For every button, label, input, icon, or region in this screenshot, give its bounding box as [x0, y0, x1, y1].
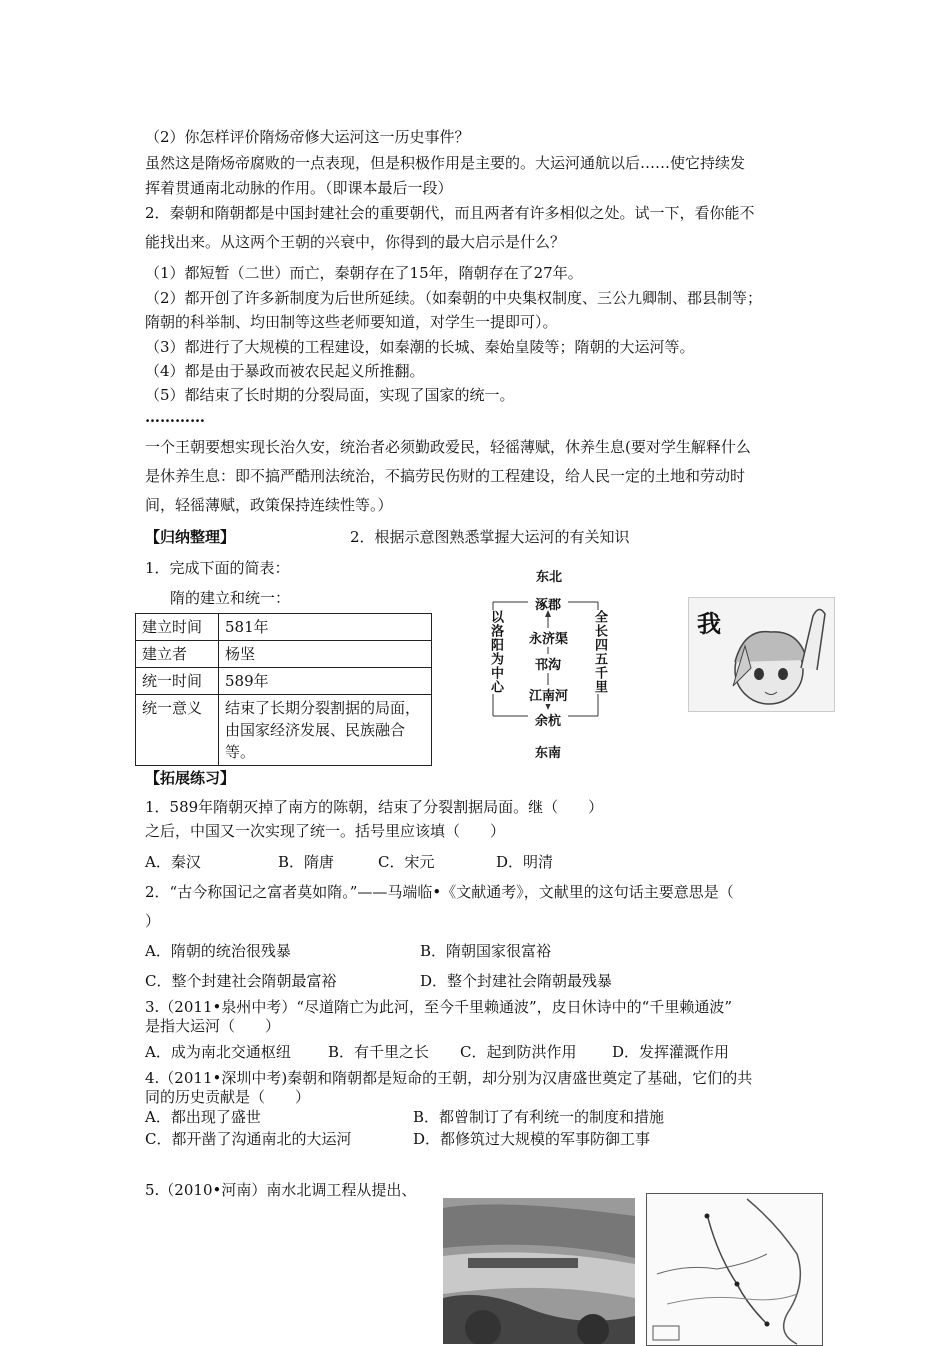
canal-diagram: [488, 560, 608, 760]
point-2-cont: 隋朝的科举制、均田制等这些老师要知道，对学生一提即可）。: [145, 313, 558, 331]
question-line: 能找出来。从这两个王朝的兴衰中，你得到的最大启示是什么？: [145, 233, 566, 251]
cartoon-label: 我: [697, 610, 721, 638]
option-b: B．都曾制订了有利统一的制度和措施: [413, 1108, 665, 1126]
option-a: A．隋朝的统治很残暴: [145, 942, 291, 960]
exercise-q1-cont: 之后，中国又一次实现了统一。括号里应该填（ ）: [145, 822, 506, 840]
diagram-yongji: 永济渠: [529, 628, 568, 647]
table-key: 统一意义: [136, 695, 219, 766]
option-c: C．起到防洪作用: [460, 1043, 577, 1061]
diagram-top: 东北: [536, 570, 563, 585]
dam-photo: [443, 1198, 635, 1344]
option-a: A．成为南北交通枢纽: [145, 1043, 291, 1061]
summary-item-2: 2．根据示意图熟悉掌握大运河的有关知识: [350, 528, 630, 546]
answer-line: 虽然这是隋炀帝腐败的一点表现，但是积极作用是主要的。大运河通航以后……使它持续发: [145, 154, 746, 172]
diagram-hangou: 邗沟: [535, 654, 561, 673]
table-row: [136, 695, 432, 766]
diagram-zhuojun: 涿郡: [535, 598, 562, 613]
table-value: 589年: [219, 668, 432, 695]
point-1: （1）都短暂（二世）而亡，秦朝存在了15年，隋朝存在了27年。: [145, 264, 583, 282]
table-value: 结束了长期分裂割据的局面，由国家经济发展、民族融合等。: [219, 695, 432, 766]
option-c: C．宋元: [378, 853, 435, 871]
exercise-q5: 5.（2010•河南）南水北调工程从提出、: [145, 1181, 417, 1199]
option-b: B．隋朝国家很富裕: [420, 942, 552, 960]
table-caption: 隋的建立和统一：: [170, 589, 291, 607]
table-value: 581年: [219, 614, 432, 641]
exercise-q4-cont: 同的历史贡献是（ ）: [145, 1088, 311, 1106]
exercise-heading: 【拓展练习】: [145, 769, 236, 787]
table-key: 统一时间: [136, 668, 219, 695]
option-b: B．隋唐: [278, 853, 335, 871]
exercise-q2-cont: ）: [145, 912, 161, 930]
exercise-q1: 1．589年隋朝灭掉了南方的陈朝，结束了分裂割据局面。继（ ）: [145, 798, 604, 816]
option-b: B．有千里之长: [328, 1043, 430, 1061]
diagram-left-label: 以洛阳为中心: [488, 610, 503, 694]
question-line: 2．秦朝和隋朝都是中国封建社会的重要朝代，而且两者有许多相似之处。试一下，看你能不: [145, 204, 755, 222]
summary-heading: 【归纳整理】: [145, 528, 236, 546]
option-c: C．都开凿了沟通南北的大运河: [145, 1130, 352, 1148]
option-a: A．秦汉: [145, 853, 201, 871]
table-row: [136, 668, 432, 695]
option-d: D．明清: [496, 853, 554, 871]
exercise-q3: 3.（2011•泉州中考）“尽道隋亡为此河，至今千里赖通波”，皮日休诗中的“千里赖通波”: [145, 998, 733, 1016]
summary-item-1: 1．完成下面的简表：: [145, 559, 290, 577]
cartoon-image: [688, 597, 835, 712]
route-map: [646, 1193, 823, 1346]
conclusion-line: 一个王朝要想实现长治久安，统治者必须勤政爱民，轻徭薄赋，休养生息(要对学生解释什么: [145, 438, 751, 456]
q2-text: （2）你怎样评价隋炀帝修大运河这一历史事件？: [145, 128, 470, 146]
ellipsis: …………: [145, 408, 205, 426]
option-d: D．发挥灌溉作用: [612, 1043, 730, 1061]
exercise-q4: 4.（2011•深圳中考)秦朝和隋朝都是短命的王朝，却分别为汉唐盛世奠定了基础，它们的共: [145, 1069, 753, 1087]
point-5: （5）都结束了长时期的分裂局面，实现了国家的统一。: [145, 386, 515, 404]
option-c: C．整个封建社会隋朝最富裕: [145, 972, 337, 990]
diagram-bottom: 东南: [535, 746, 562, 761]
diagram-jiangnan: 江南河: [529, 685, 568, 704]
dam-photo-drawing: [443, 1198, 635, 1344]
point-2: （2）都开创了许多新制度为后世所延续。（如秦朝的中央集权制度、三公九卿制、郡县制等；: [145, 289, 763, 307]
exercise-q2: 2．“古今称国记之富者莫如隋。”——马端临•《文献通考》，文献里的这句话主要意思是（: [145, 883, 734, 901]
option-a: A．都出现了盛世: [145, 1108, 261, 1126]
table-row: [136, 614, 432, 641]
point-3: （3）都进行了大规模的工程建设，如秦潮的长城、秦始皇陵等；隋朝的大运河等。: [145, 338, 695, 356]
diagram-right-label: 全长四五千里: [592, 610, 607, 694]
table-value: 杨坚: [219, 641, 432, 668]
table-row: [136, 641, 432, 668]
point-4: （4）都是由于暴政而被农民起义所推翻。: [145, 362, 425, 380]
table-key: 建立时间: [136, 614, 219, 641]
sui-table: [135, 613, 432, 766]
option-d: D．都修筑过大规模的军事防御工事: [413, 1130, 651, 1148]
option-d: D．整个封建社会隋朝最残暴: [420, 972, 613, 990]
table-key: 建立者: [136, 641, 219, 668]
route-map-drawing: [647, 1194, 822, 1345]
answer-line: 挥着贯通南北动脉的作用。（即课本最后一段）: [145, 179, 453, 197]
conclusion-line: 间，轻徭薄赋，政策保持连续性等。）: [145, 496, 393, 514]
exercise-q3-cont: 是指大运河（ ）: [145, 1017, 281, 1035]
conclusion-line: 是休养生息：即不搞严酷刑法统治，不搞劳民伤财的工程建设，给人民一定的土地和劳动时: [145, 467, 746, 485]
diagram-yuhang: 余杭: [535, 714, 562, 729]
